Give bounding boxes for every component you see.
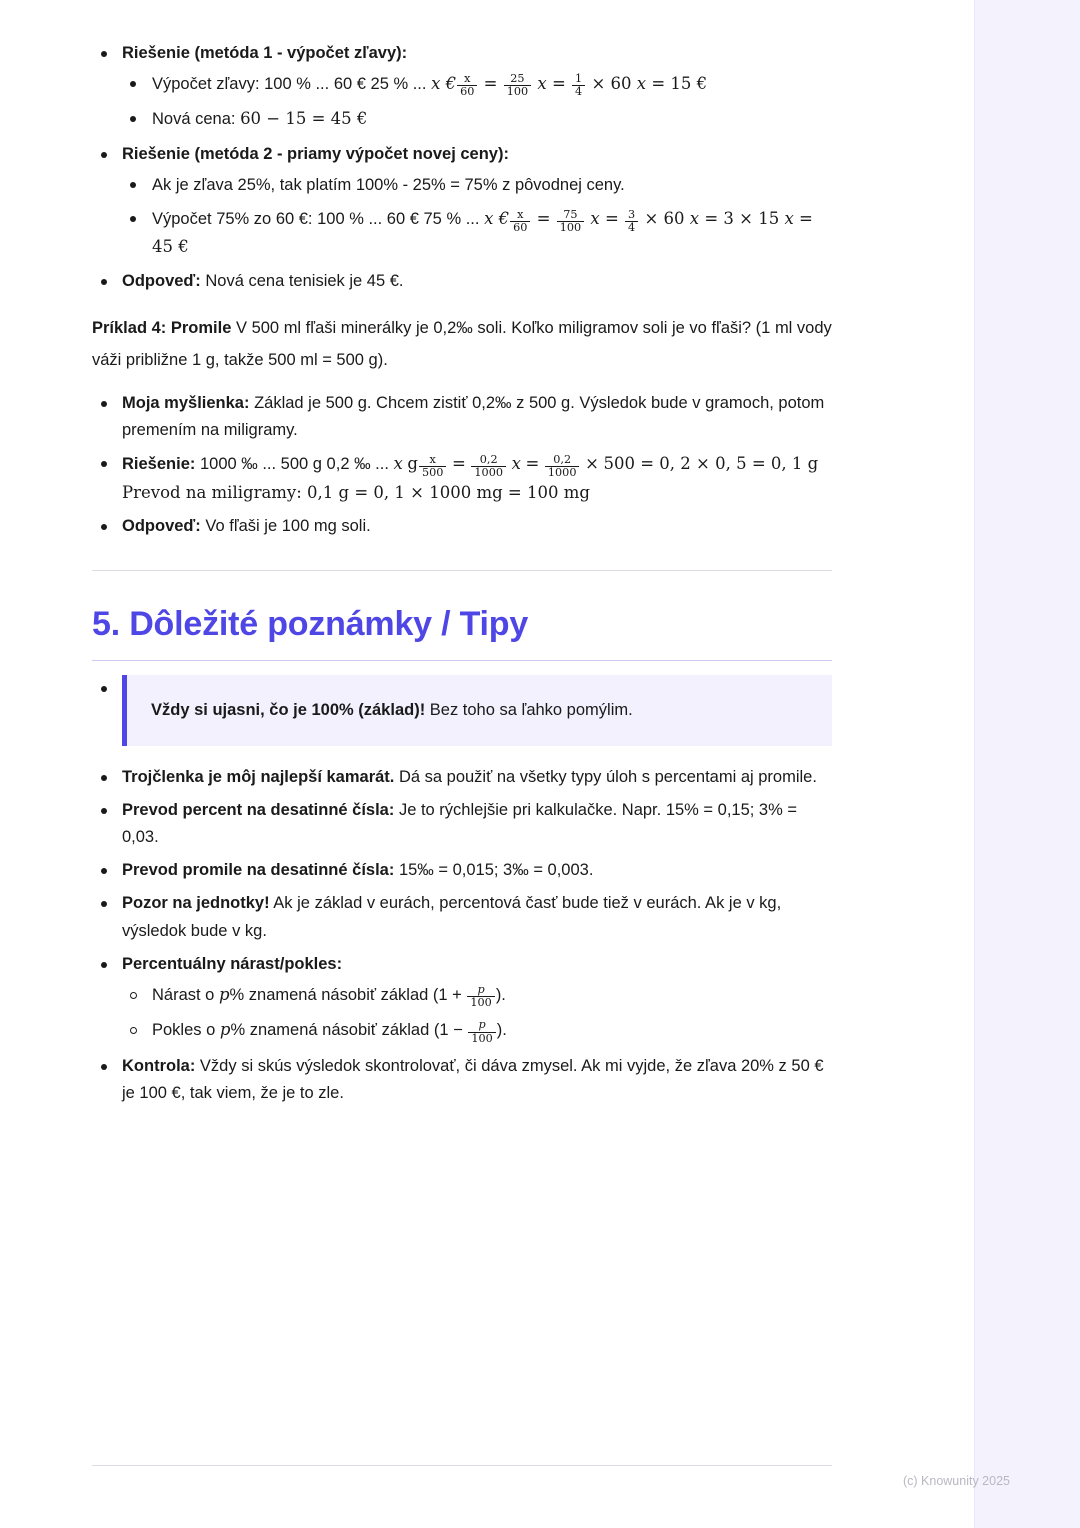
tip-text: Je to rýchlejšie pri kalkulačke. Napr. 15% = 0,15; 3% = 0,03. xyxy=(122,800,797,847)
sub-text-mid: % znamená násobiť základ (1 + xyxy=(229,986,462,1005)
sub-text-suffix: ). xyxy=(495,986,506,1005)
example-4-paragraph xyxy=(92,313,832,376)
idea-text: Základ je 500 g. Chcem zistiť 0,2‰ z 500 g. Výsledok bude v gramoch, potom premením na miligramy. xyxy=(122,394,825,440)
tips-list xyxy=(92,675,832,1107)
answer-text: Vo fľaši je 100 mg soli. xyxy=(205,516,371,535)
solution-heading: Riešenie (metóda 2 - priamy výpočet novej ceny): xyxy=(122,144,509,163)
footer-divider xyxy=(92,1465,832,1466)
tip-label: Percentuálny nárast/pokles: xyxy=(122,954,343,973)
idea-item xyxy=(92,390,832,444)
example-4-text: V 500 ml fľaši minerálky je 0,2‰ soli. Koľko miligramov soli je vo fľaši? (1 ml vody váži približne 1 g, takže 500 ml = 500 g). xyxy=(92,319,832,369)
answer-label: Odpoveď: xyxy=(122,516,201,535)
page-title: 5. Dôležité poznámky / Tipy xyxy=(92,605,529,644)
tip-item xyxy=(92,890,832,944)
math-fraction: $\frac{p}{100}$ xyxy=(468,1019,495,1044)
solutions-list xyxy=(92,40,832,295)
tip-item xyxy=(92,857,832,884)
answer-item-1 xyxy=(92,268,832,295)
example-4-label: Príklad 4: Promile xyxy=(92,319,232,338)
tip-text: Ak je základ v eurách, percentová časť bude tiež v eurách. Ak je v kg, výsledok bude v kg. xyxy=(122,894,782,940)
list-item xyxy=(122,106,832,132)
math-tail: 500 = 0, 2 × 0, 5 = 0, 1 g Prevod na miligramy: 0,1 g = 0, 1 × 1000 mg = 100 mg xyxy=(122,454,819,502)
idea-label: Moja myšlienka: xyxy=(122,394,250,413)
math-fraction: $\frac{p}{100}$ xyxy=(467,984,494,1009)
math-expression: x xyxy=(393,454,403,474)
answer-text: Nová cena tenisiek je 45 €. xyxy=(205,272,404,291)
sub-text-mid: % znamená násobiť základ (1 − xyxy=(230,1021,463,1040)
callout-text: Bez toho sa ľahko pomýlim. xyxy=(429,701,633,720)
solution-text: 1000 ‰ ... 500 g 0,2 ‰ ... xyxy=(199,455,389,474)
list-item xyxy=(122,1017,832,1044)
tip-label: Kontrola: xyxy=(122,1056,196,1075)
list-item: Ak je zľava 25%, tak platím 100% - 25% = 75% z pôvodnej ceny. xyxy=(122,172,832,198)
callout-list-item xyxy=(92,675,832,745)
tip-text: 15‰ = 0,015; 3‰ = 0,003. xyxy=(398,861,594,880)
sub-text: Pokles o xyxy=(152,1021,216,1040)
math-expression: 60 − 15 = 45 € xyxy=(240,109,368,129)
list-item xyxy=(122,982,832,1009)
tip-item-percent-change xyxy=(92,951,832,1045)
tip-label: Prevod percent na desatinné čísla: xyxy=(122,800,395,819)
step-text: Výpočet zľavy: 100 % ... 60 € 25 % ... xyxy=(152,75,427,94)
tip-label: Prevod promile na desatinné čísla: xyxy=(122,861,395,880)
step-text: Výpočet 75% zo 60 €: 100 % ... 60 € 75 % ... xyxy=(152,210,480,229)
solution-heading: Riešenie (metóda 1 - výpočet zľavy): xyxy=(122,44,408,62)
section-divider xyxy=(92,570,832,571)
math-variable: p xyxy=(218,985,230,1005)
list-item xyxy=(122,71,832,98)
math-expression: x € $\frac{x}{60}$ = $\frac{25}{100}$ x = $\frac{1}{4}$ × 60 x = 15 € xyxy=(431,72,708,99)
tip-item xyxy=(92,1053,832,1107)
percent-change-sublist xyxy=(122,982,832,1045)
copyright-note: (c) Knowunity 2025 xyxy=(902,1474,1010,1488)
section-title-rule xyxy=(92,660,832,661)
sub-text: Nárast o xyxy=(152,986,215,1005)
tip-text: Dá sa použiť na všetky typy úloh s percentami aj promile. xyxy=(398,767,817,786)
document-content xyxy=(92,40,832,1113)
example-4-list xyxy=(92,390,832,540)
tip-item xyxy=(92,764,832,791)
answer-label: Odpoveď: xyxy=(122,272,201,291)
tip-label: Trojčlenka je môj najlepší kamarát. xyxy=(122,767,395,786)
callout-box xyxy=(122,675,832,745)
math-expression: x € $\frac{x}{60}$ = $\frac{75}{100}$ x = $\frac{3}{4}$ × 60 x = 3 × 15 x = 45 € xyxy=(152,207,813,256)
math-variable: p xyxy=(219,1020,231,1040)
tip-text: Vždy si skús výsledok skontrolovať, či dáva zmysel. Ak mi vyjde, že zľava 20% z 50 € je 100 €, tak viem, že je to zle. xyxy=(122,1056,824,1102)
callout-bold-text: Vždy si ujasni, čo je 100% (základ)! xyxy=(151,701,426,720)
answer-item-2 xyxy=(92,513,832,540)
tip-label: Pozor na jednotky! xyxy=(122,894,270,913)
step-text: Nová cena: xyxy=(152,110,236,129)
solution-steps-list xyxy=(122,172,832,260)
solution-block-method2 xyxy=(92,141,832,260)
page-side-strip xyxy=(974,0,1080,1528)
list-item xyxy=(122,206,832,260)
solution-label: Riešenie: xyxy=(122,455,196,474)
sub-text-suffix: ). xyxy=(496,1021,507,1040)
solution-steps-list xyxy=(122,71,832,133)
solution-block-method1 xyxy=(92,40,832,133)
solution-item: Riešenie: 1000 ‰ ... 500 g 0,2 ‰ ... x g $\frac{x}{500}$ = $\frac{0,2}{1000}$ x = $\frac{0,2}{1000}$ × 500 = 0, 2 × 0, 5 = 0, 1 g Prevod na miligramy: 0,1 g = 0, 1 × 1000 mg = 100 mg xyxy=(92,450,832,506)
tip-item xyxy=(92,797,832,851)
